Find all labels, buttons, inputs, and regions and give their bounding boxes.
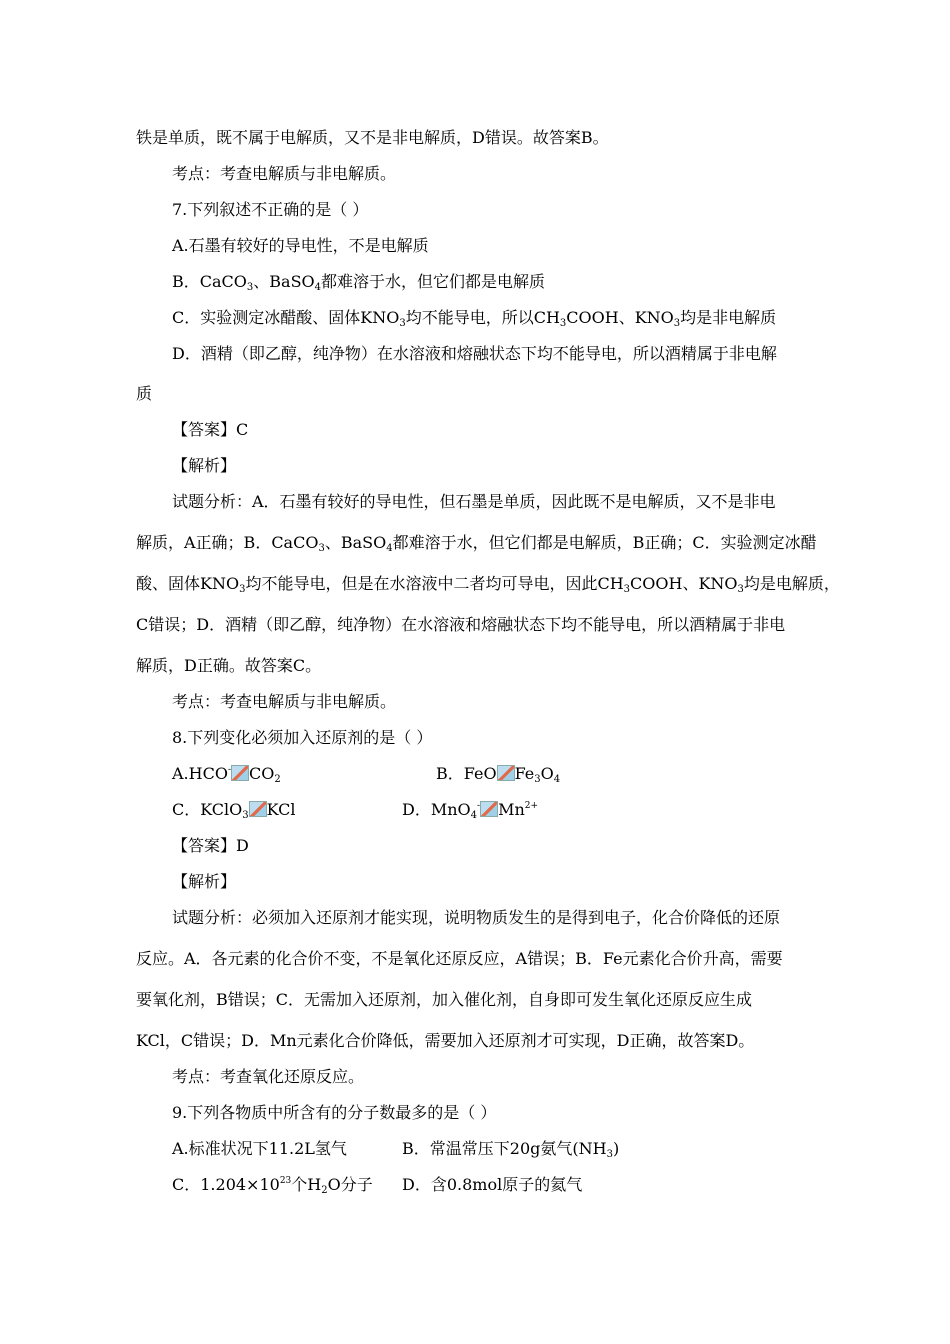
analysis-7-line-5: 解质，D正确。故答案C。 (136, 656, 322, 675)
analysis-heading-8: 【解析】 (172, 872, 237, 891)
option-9b: B．常温常压下20g氨气$(NH_3)$ (402, 1139, 620, 1160)
kaodian-8: 考点：考查氧化还原反应。 (172, 1067, 365, 1086)
analysis-heading-7: 【解析】 (172, 456, 237, 475)
option-8c: C．KClO$_3$ KCl (172, 800, 296, 821)
analysis-8-line-3: 要氧化剂，B错误；C．无需加入还原剂，加入催化剂，自身即可发生氧化还原反应生成 (136, 990, 753, 1009)
analysis-8-line-2: 反应。A．各元素的化合价不变，不是氧化还原反应，A错误；B．Fe元素化合价升高，需要 (136, 949, 783, 968)
question-7: 7.下列叙述不正确的是（ ） (172, 200, 369, 219)
kaodian-line: 考点：考查电解质与非电解质。 (172, 164, 397, 183)
question-9: 9.下列各物质中所含有的分子数最多的是（ ） (172, 1103, 497, 1122)
option-7c: C．实验测定冰醋酸、固体$KNO_3$均不能导电，所以$CH_3COOH$、$KNO_3$均是非电解质 (172, 308, 777, 329)
option-7a: A.石墨有较好的导电性，不是电解质 (172, 236, 429, 255)
option-7b: B．CaCO$_3$、BaSO$_4$都难溶于水，但它们都是电解质 (172, 272, 546, 293)
analysis-7-line-1: 试题分析：A．石墨有较好的导电性，但石墨是单质，因此既不是电解质，又不是非电 (172, 492, 776, 511)
paragraph-line: 铁是单质，既不属于电解质，又不是非电解质，D错误。故答案B。 (136, 128, 609, 147)
option-9c: C．$1.204\times 10^{23}$个$H_2O$分子 (172, 1175, 373, 1196)
analysis-7-line-2: 解质，A正确；B．CaCO$_3$、BaSO$_4$都难溶于水，但它们都是电解质，B正确；C．实验测定冰醋 (136, 533, 817, 554)
analysis-8-line-4: KCl，C错误；D．Mn元素化合价降低，需要加入还原剂才可实现，D正确，故答案D。 (136, 1031, 755, 1050)
analysis-7-line-3: 酸、固体$KNO_3$均不能导电，但是在水溶液中二者均可导电，因此$CH_3COOH$、$KNO_3$均是电解质， (136, 574, 840, 595)
option-9a: A.标准状况下11.2L氢气 (172, 1139, 347, 1158)
option-7d-cont: 质 (136, 384, 153, 403)
arrow-image-placeholder-icon (480, 801, 498, 817)
option-8b: B．FeO $Fe_3O_4$ (436, 764, 561, 785)
arrow-image-placeholder-icon (497, 765, 515, 781)
option-9d: D．含0.8mol原子的氦气 (402, 1175, 583, 1194)
kaodian-7: 考点：考查电解质与非电解质。 (172, 692, 397, 711)
option-8a: A.HCO- $CO_2$ (172, 764, 281, 785)
analysis-7-line-4: C错误；D．酒精（即乙醇，纯净物）在水溶液和熔融状态下均不能导电，所以酒精属于非电 (136, 615, 786, 634)
question-8: 8.下列变化必须加入还原剂的是（ ） (172, 728, 433, 747)
analysis-8-line-1: 试题分析：必须加入还原剂才能实现，说明物质发生的是得到电子，化合价降低的还原 (172, 908, 781, 927)
arrow-image-placeholder-icon (249, 801, 267, 817)
answer-7: 【答案】C (172, 420, 249, 439)
option-7d: D．酒精（即乙醇，纯净物）在水溶液和熔融状态下均不能导电，所以酒精属于非电解 (172, 344, 777, 363)
answer-8: 【答案】D (172, 836, 249, 855)
option-8d: D．MnO$_4$- $Mn^{2+}$ (402, 800, 539, 821)
arrow-image-placeholder-icon (231, 765, 249, 781)
